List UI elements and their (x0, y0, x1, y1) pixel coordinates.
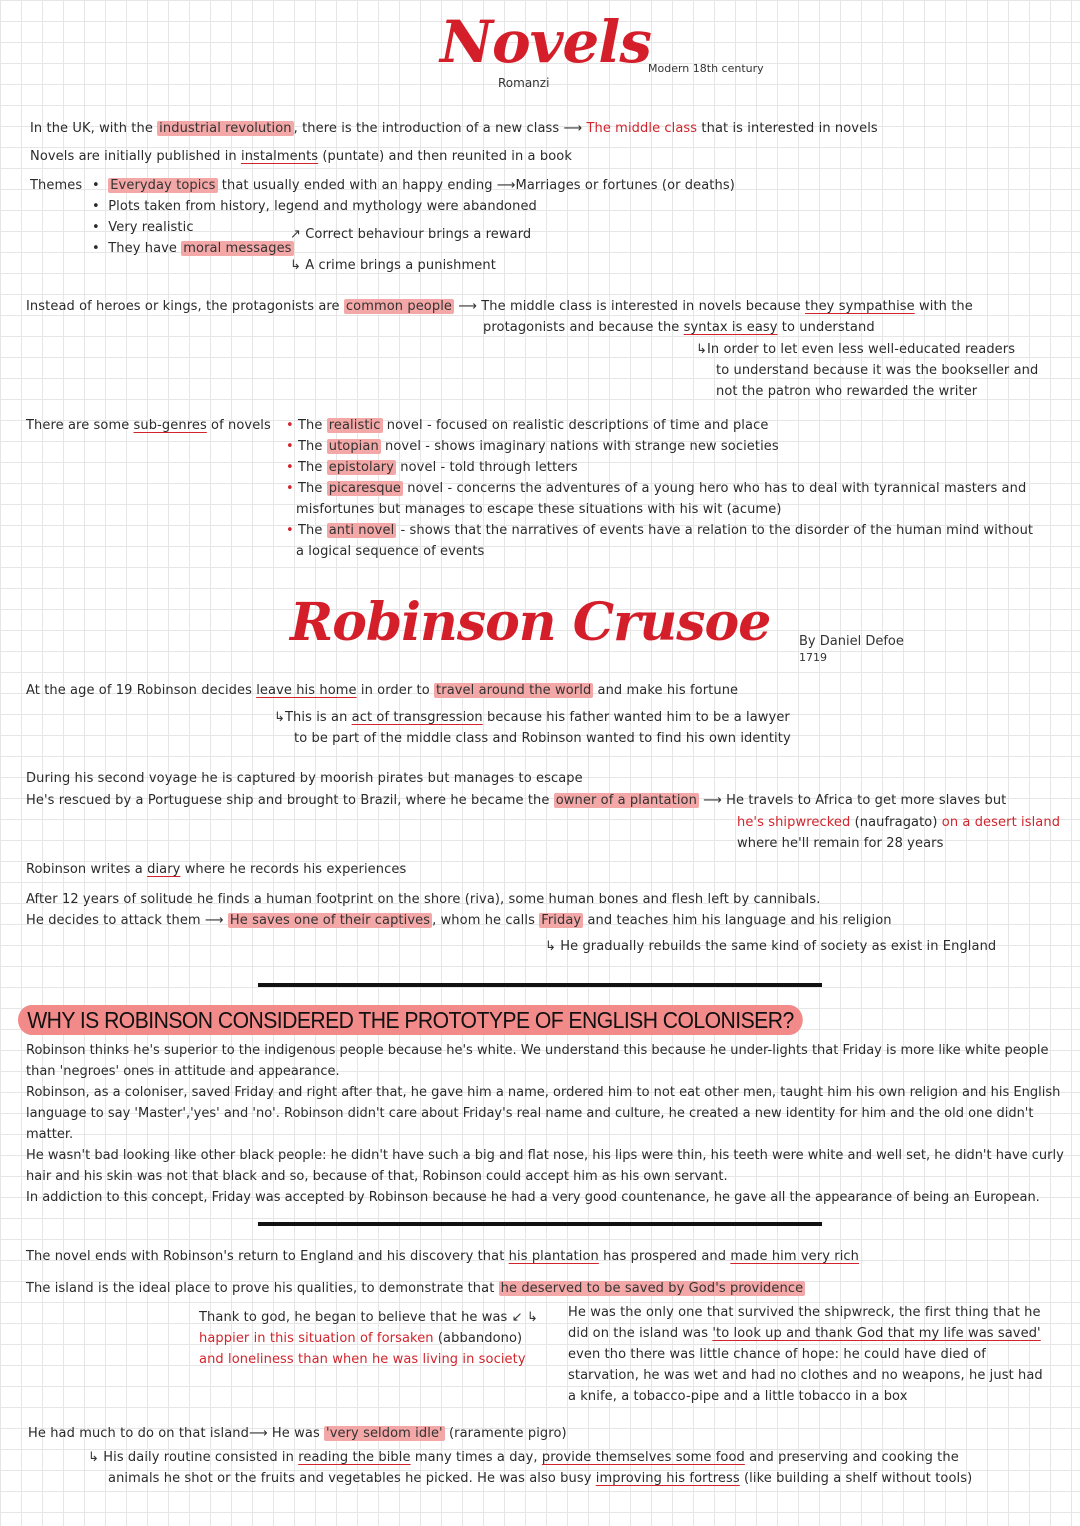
genre-picaresque-cont: misfortunes but manages to escape these situations with his wit (acume) (296, 502, 782, 517)
protagonists-line-1: Instead of heroes or kings, the protagonists are common people ⟶ The middle class is interested in novels because they sympathise with the (26, 299, 973, 314)
subgenres-label: There are some sub-genres of novels (26, 418, 271, 433)
why-paragraph-1: Robinson thinks he's superior to the indigenous people because he's white. We understand this because he under-lights that Friday is more like white people than 'negroes' ones in attitude and appearance. (26, 1043, 1049, 1079)
diary-line: Robinson writes a diary where he records his experiences (26, 862, 407, 877)
theme-4: • They have moral messages (92, 241, 292, 256)
only-line-5: a knife, a tobacco-pipe and a little tobacco in a box (568, 1389, 908, 1404)
voyage-line-2: He's rescued by a Portuguese ship and brought to Brazil, where he became the owner of a plantation ⟶ He travels to Africa to get more slaves but (26, 793, 1007, 808)
only-line-4: starvation, he was wet and had no clothes and no weapons, he just had (568, 1368, 1043, 1383)
ending-line: The novel ends with Robinson's return to England and his discovery that his plantation has prospered and made him very rich (26, 1249, 859, 1264)
punish-line: ↳ A crime brings a punishment (290, 258, 496, 273)
much-line: He had much to do on that island⟶ He was 'very seldom idle' (raramente pigro) (28, 1426, 567, 1441)
order-line-1: ↳In order to let even less well-educated readers (696, 342, 1016, 357)
daily-line-1: ↳ His daily routine consisted in reading the bible many times a day, provide themselves some food and preserving and cooking the (88, 1450, 959, 1465)
transgression-line-2: to be part of the middle class and Robinson wanted to find his own identity (294, 731, 791, 746)
only-line-2: did on the island was 'to look up and thank God that my life was saved' (568, 1326, 1041, 1341)
why-paragraph-4: In addiction to this concept, Friday was accepted by Robinson because he had a very good countenance, he gave all the appearance of being an European. (26, 1190, 1040, 1205)
theme-2: • Plots taken from history, legend and mythology were abandoned (92, 199, 537, 214)
theme-1: • Everyday topics that usually ended with an happy ending ⟶Marriages or fortunes (or deaths) (92, 178, 735, 193)
novels-period: Modern 18th century (648, 62, 764, 75)
after-line-1: After 12 years of solitude he finds a human footprint on the shore (riva), some human bones and flesh left by cannibals. (26, 892, 821, 907)
intro-line-2: Novels are initially published in instalments (puntate) and then reunited in a book (30, 149, 572, 164)
genre-utopian: • The utopian novel - shows imaginary nations with strange new societies (286, 439, 779, 454)
intro-line-1: In the UK, with the industrial revolution , there is the introduction of a new class ⟶ The middle class that is interested in novels (30, 121, 878, 136)
genre-antinovel: • The anti novel - shows that the narratives of events have a relation to the disorder of the human mind without (286, 523, 1034, 538)
robinson-year: 1719 (799, 651, 827, 664)
transgression-line-1: ↳This is an act of transgression because his father wanted him to be a lawyer (274, 710, 790, 725)
robinson-author: By Daniel Defoe (799, 634, 904, 649)
why-paragraph-3: He wasn't bad looking like other black people: he didn't have such a big and flat nose, his lips were thin, his teeth were white and well set, he didn't have curly hair and his skin was not that black and so, because of that, Robinson could accept him as his own servant. (26, 1148, 1064, 1184)
order-line-3: not the patron who rewarded the writer (716, 384, 978, 399)
shipwreck-line: he's shipwrecked (naufragato) on a desert island (737, 815, 1061, 830)
reward-line: ↗ Correct behaviour brings a reward (290, 227, 532, 242)
after-line-2: He decides to attack them ⟶ He saves one of their captives , whom he calls Friday and teaches him his language and his religion (26, 913, 892, 928)
novels-title: Novels (440, 8, 651, 76)
genre-epistolary: • The epistolary novel - told through letters (286, 460, 578, 475)
themes-label: Themes (30, 178, 83, 193)
age-line: At the age of 19 Robinson decides leave his home in order to travel around the world and make his fortune (26, 683, 739, 698)
island-line: The island is the ideal place to prove his qualities, to demonstrate that he deserved to be saved by God's providence (26, 1281, 804, 1296)
thank-line-3: and loneliness than when he was living in society (199, 1352, 526, 1367)
genre-antinovel-cont: a logical sequence of events (296, 544, 485, 559)
voyage-line-1: During his second voyage he is captured by moorish pirates but manages to escape (26, 771, 583, 786)
protagonists-line-2: protagonists and because the syntax is easy to understand (483, 320, 875, 335)
theme-3: • Very realistic (92, 220, 194, 235)
daily-line-2: animals he shot or the fruits and vegetables he picked. He was also busy improving his fortress (like building a shelf without tools) (108, 1471, 973, 1486)
rebuild-line: ↳ He gradually rebuilds the same kind of society as exist in England (545, 939, 997, 954)
remain-line: where he'll remain for 28 years (737, 836, 944, 851)
thank-line-1: Thank to god, he began to believe that he was ↙ ↳ (199, 1310, 538, 1325)
only-line-1: He was the only one that survived the shipwreck, the first thing that he (568, 1305, 1041, 1320)
divider-bottom (258, 1222, 822, 1226)
why-heading: WHY IS ROBINSON CONSIDERED THE PROTOTYPE OF ENGLISH COLONISER? (18, 1005, 803, 1035)
thank-line-2: happier in this situation of forsaken (abbandono) (199, 1331, 523, 1346)
order-line-2: to understand because it was the bookseller and (716, 363, 1039, 378)
genre-realistic: • The realistic novel - focused on realistic descriptions of time and place (286, 418, 769, 433)
why-paragraph-2: Robinson, as a coloniser, saved Friday and right after that, he gave him a name, ordered him to not eat other men, taught him his own religion and his English language to say 'Master','yes' and 'no'. Robinson didn't care about Friday's real name and culture, he created a new identity for him and the old one didn't matter. (26, 1085, 1061, 1142)
divider-top (258, 983, 822, 987)
novels-subtitle: Romanzi (498, 76, 550, 90)
genre-picaresque: • The picaresque novel - concerns the adventures of a young hero who has to deal with tyrannical masters and (286, 481, 1027, 496)
robinson-title: Robinson Crusoe (290, 592, 771, 653)
only-line-3: even tho there was little chance of hope: he could have died of (568, 1347, 986, 1362)
